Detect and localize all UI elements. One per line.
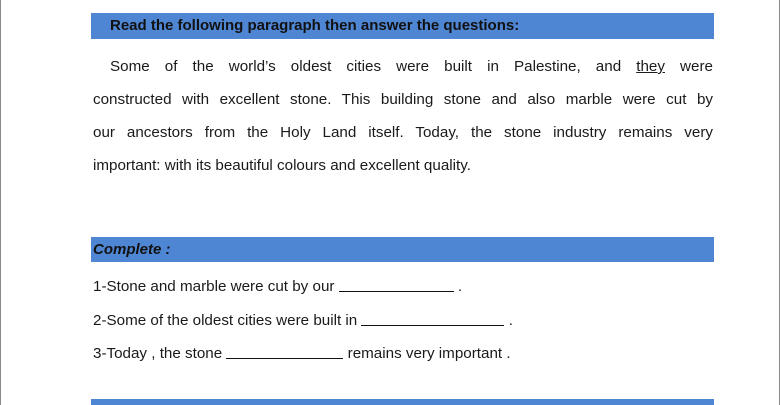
underlined-word: they [636, 58, 665, 75]
instruction-heading: Read the following paragraph then answer the questions: [110, 17, 520, 34]
question-text: 2-Some of the oldest cities were built in [93, 312, 358, 329]
question-text: 1-Stone and marble were cut by our [93, 278, 335, 295]
question-1 [93, 278, 462, 295]
question-end: remains very important . [347, 345, 511, 362]
paragraph-line-1 [93, 50, 713, 83]
paragraph-line-4: important: with its beautiful colours and excellent quality. [93, 157, 471, 174]
next-section-bar [91, 399, 714, 405]
answer-blank[interactable] [226, 357, 343, 359]
paragraph-line-2: constructed with excellent stone. This building stone and also marble were cut by [93, 91, 713, 108]
paragraph-text: were [680, 58, 713, 75]
question-2 [93, 312, 513, 329]
question-3 [93, 345, 511, 362]
reading-paragraph [93, 50, 713, 182]
question-end: . [508, 312, 513, 329]
answer-blank[interactable] [339, 290, 454, 292]
paragraph-text: Some of the world’s oldest cities were built in Palestine, and [110, 58, 622, 75]
question-text: 3-Today , the stone [93, 345, 223, 362]
complete-heading: Complete : [93, 241, 171, 258]
question-end: . [457, 278, 463, 295]
complete-bar [91, 237, 714, 262]
answer-blank[interactable] [361, 324, 504, 326]
paragraph-line-3: our ancestors from the Holy Land itself. Today, the stone industry remains very [93, 124, 713, 141]
